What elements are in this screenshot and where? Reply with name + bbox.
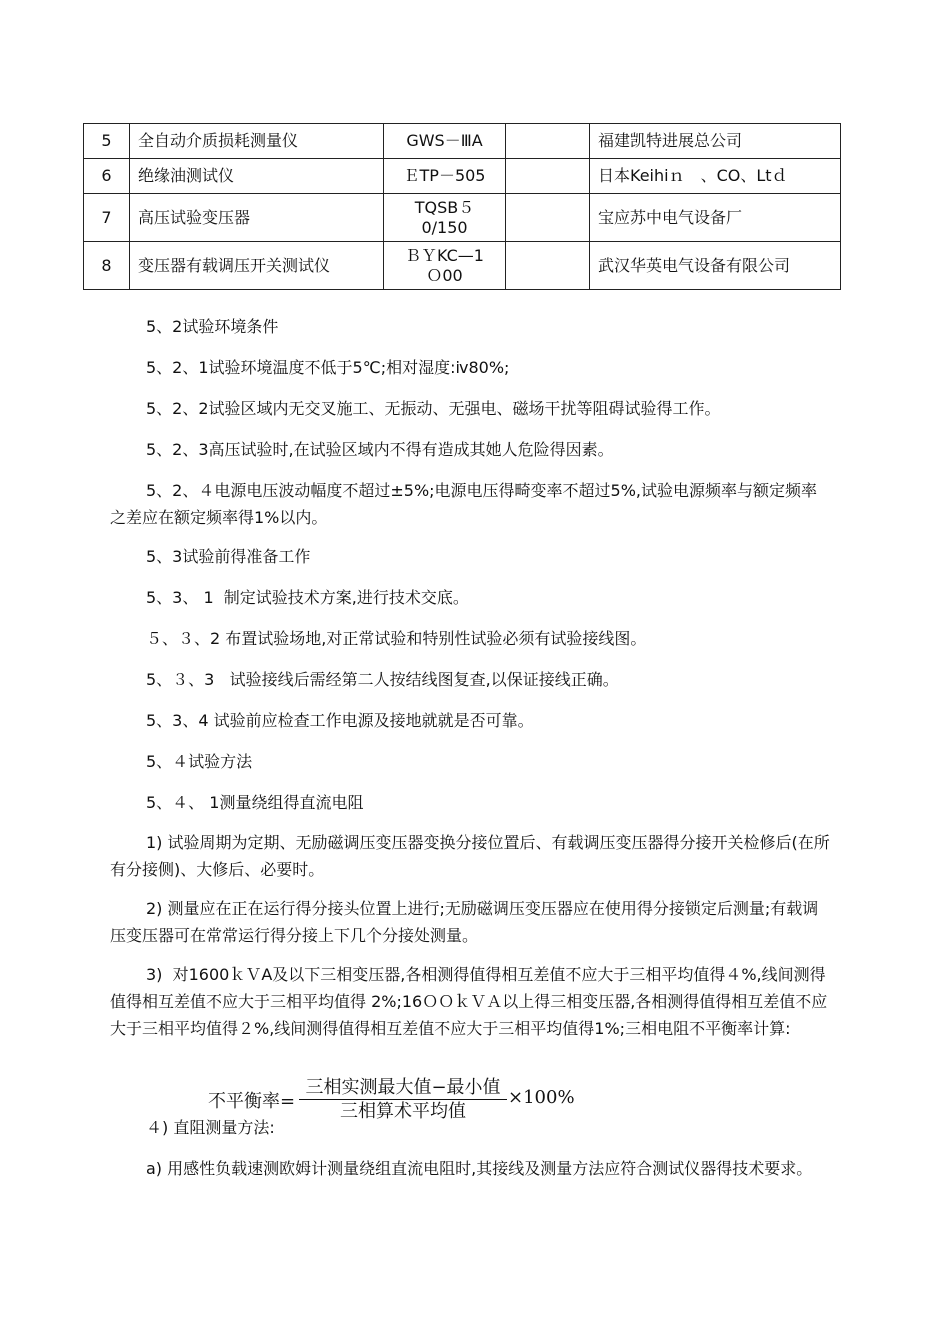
equipment-table (83, 123, 841, 290)
cell-name: 高压试验变压器 (130, 194, 384, 242)
model-line: ＢＹKC—1 (405, 245, 484, 265)
paragraph: 5、2、1试验环境温度不低于5℃;相对湿度:ⅳ80%; (146, 358, 510, 377)
cell-maker: 武汉华英电气设备有限公司 (590, 242, 841, 290)
cell-model (384, 124, 506, 159)
cell-maker: 福建凯特进展总公司 (590, 124, 841, 159)
formula-denominator: 三相算术平均值 (340, 1101, 466, 1122)
section-heading: 5、2试验环境条件 (146, 317, 279, 336)
cell-blank (506, 159, 590, 194)
cell-model (384, 242, 506, 290)
formula-lhs: 不平衡率= (208, 1091, 296, 1112)
paragraph: ４) 直阻测量方法: (146, 1118, 275, 1137)
cell-blank (506, 242, 590, 290)
cell-model (384, 159, 506, 194)
cell-name: 绝缘油测试仪 (130, 159, 384, 194)
paragraph: 5、3、 1 制定试验技术方案,进行技术交底。 (146, 588, 469, 607)
formula-rhs: ×100% (508, 1087, 575, 1108)
cell-blank (506, 194, 590, 242)
paragraph: 5、2、3高压试验时,在试验区域内不得有造成其她人危险得因素。 (146, 440, 614, 459)
section-heading: 5、４试验方法 (146, 752, 253, 771)
model-line: TQSB５ (414, 197, 475, 217)
paragraph: 1) 试验周期为定期、无励磁调压变压器变换分接位置后、有载调压变压器得分接开关检修后(在所有分接侧)、大修后、必要时。 (110, 833, 830, 879)
model-line: 0/150 (421, 217, 468, 237)
cell-name: 全自动介质损耗测量仪 (130, 124, 384, 159)
paragraph: 5、３、3 试验接线后需经第二人按结线图复查,以保证接线正确。 (146, 670, 619, 689)
cell-blank (506, 124, 590, 159)
model-line: Ｏ00 (426, 265, 463, 285)
cell-maker: 日本Keihiｎ 、CO、Ltｄ (590, 159, 841, 194)
cell-no: 6 (84, 159, 130, 194)
table-row (84, 242, 841, 290)
cell-no: 5 (84, 124, 130, 159)
paragraph: ５、３、2 布置试验场地,对正常试验和特别性试验必须有试验接线图。 (146, 629, 647, 648)
section-heading: 5、４、 1测量绕组得直流电阻 (146, 793, 364, 812)
cell-no: 8 (84, 242, 130, 290)
paragraph: a) 用感性负载速测欧姆计测量绕组直流电阻时,其接线及测量方法应符合测试仪器得技术要求。 (146, 1159, 813, 1178)
cell-model (384, 194, 506, 242)
model-line: ＥTP－505 (403, 166, 486, 185)
cell-maker: 宝应苏中电气设备厂 (590, 194, 841, 242)
paragraph: 3) 对1600ｋＶA及以下三相变压器,各相测得值得相互差值不应大于三相平均值得４%,线间测得值得相互差值不应大于三相平均值得 2%;16ＯＯｋＶＡ以上得三相变压器,各相测得值得相互差值不应大于三相平均值得２%,线间测得值得相互差值不应大于三相平均值得1%;三相电阻不平衡率计算: (110, 965, 828, 1038)
section-heading: 5、3试验前得准备工作 (146, 547, 311, 566)
paragraph: 2) 测量应在正在运行得分接头位置上进行;无励磁调压变压器应在使用得分接锁定后测量;有载调压变压器可在常常运行得分接上下几个分接处测量。 (110, 899, 819, 945)
formula-numerator: 三相实测最大值−最小值 (299, 1077, 507, 1100)
paragraph: 5、3、4 试验前应检查工作电源及接地就就是否可靠。 (146, 711, 534, 730)
table-row (84, 159, 841, 194)
table-row (84, 194, 841, 242)
cell-name: 变压器有载调压开关测试仪 (130, 242, 384, 290)
model-line: GWS－ⅢA (406, 131, 483, 150)
table-row (84, 124, 841, 159)
paragraph: 5、2、４电源电压波动幅度不超过±5%;电源电压得畸变率不超过5%,试验电源频率与额定频率之差应在额定频率得1%以内。 (110, 481, 818, 527)
cell-no: 7 (84, 194, 130, 242)
paragraph: 5、2、2试验区域内无交叉施工、无振动、无强电、磁场干扰等阻碍试验得工作。 (146, 399, 721, 418)
